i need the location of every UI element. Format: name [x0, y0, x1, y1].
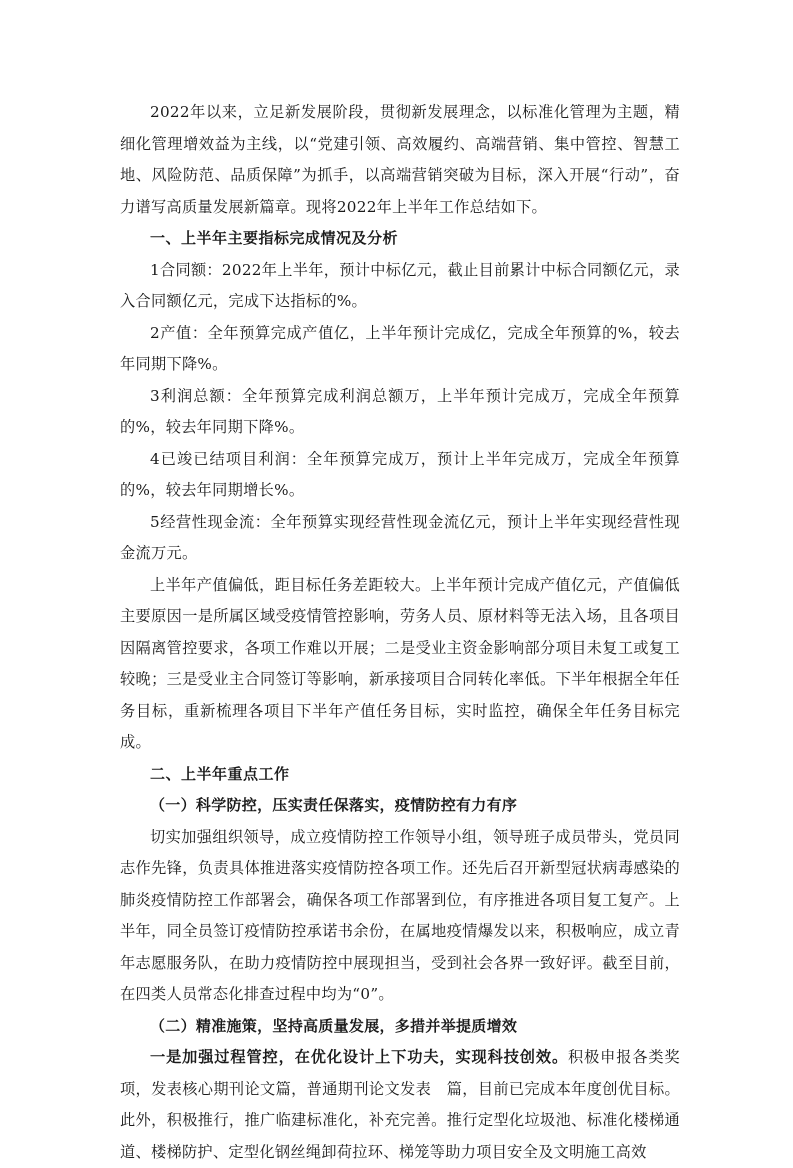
indicator-output-value: 2产值：全年预算完成产值亿，上半年预计完成亿，完成全年预算的%，较去年同期下降%。 [120, 323, 680, 373]
indicator-total-profit: 3利润总额：全年预算完成利润总额万，上半年预计完成万，完成全年预算的%，较去年同期下降%。 [120, 386, 680, 436]
subsection-2-heading: （二）精准施策，坚持高质量发展，多措并举提质增效 [150, 1016, 518, 1035]
subsection-1-body: 切实加强组织领导，成立疫情防控工作领导小组，领导班子成员带头，党员同志作先锋，负责具体推进落实疫情防控各项工作。还先后召开新型冠状病毒感染的肺炎疫情防控工作部署会，确保各项工作部署到位，有序推进各项目复工复产。上半年，同全员签订疫情防控承诺书余份，在属地疫情爆发以来，积极响应，成立青年志愿服务队，在助力疫情防控中展现担当，受到社会各界一致好评。截至目前，在四类人员常态化排查过程中均为“0”。 [120, 827, 680, 1003]
indicator-operating-cash-flow: 5经营性现金流：全年预算实现经营性现金流亿元，预计上半年实现经营性现金流万元。 [120, 512, 680, 562]
subsection-2-text: 积极申报各类奖项，发表核心期刊论文篇，普通期刊论文发表 篇，目前已完成本年度创优目标。此外，积极推行，推广临建标准化，补充完善。推行定型化垃圾池、标准化楼梯通道、楼梯防护、定型化钢丝绳卸荷拉环、梯笼等助力项目安全及文明施工高效 [120, 1048, 680, 1161]
section-1-heading: 一、上半年主要指标完成情况及分析 [150, 229, 399, 247]
subsection-1-heading: （一）科学防控，压实责任保落实，疫情防控有力有序 [150, 796, 518, 814]
section-2-heading: 二、上半年重点工作 [150, 764, 290, 783]
analysis-paragraph: 上半年产值偏低，距目标任务差距较大。上半年预计完成产值亿元，产值偏低主要原因一是所属区域受疫情管控影响，劳务人员、原材料等无法入场，且各项目因隔离管控要求，各项工作难以开展；二是受业主资金影响部分项目未复工或复工较晚；三是受业主合同签订等影响，新承接项目合同转化率低。下半年根据全年任务目标，重新梳理各项目下半年产值任务目标，实时监控，确保全年任务目标完成。 [120, 575, 680, 751]
subsection-2-body [120, 1042, 680, 1168]
indicator-contract-amount: 1合同额：2022年上半年，预计中标亿元，截止目前累计中标合同额亿元，录入合同额亿元，完成下达指标的%。 [120, 260, 680, 310]
indicator-completed-project-profit: 4已竣已结项目利润：全年预算完成万，预计上半年完成万，完成全年预算的%，较去年同期增长%。 [120, 449, 680, 499]
document-page [120, 97, 680, 1168]
intro-paragraph: 2022年以来，立足新发展阶段，贯彻新发展理念，以标准化管理为主题，精细化管理增效益为主线，以“党建引领、高效履约、高端营销、集中管控、智慧工地、风险防范、品质保障”为抓手，以高端营销突破为目标，深入开展“行动”，奋力谱写高质量发展新篇章。现将2022年上半年工作总结如下。 [120, 103, 680, 216]
subsection-2-lead: 一是加强过程管控，在优化设计上下功夫，实现科技创效。 [150, 1048, 569, 1066]
